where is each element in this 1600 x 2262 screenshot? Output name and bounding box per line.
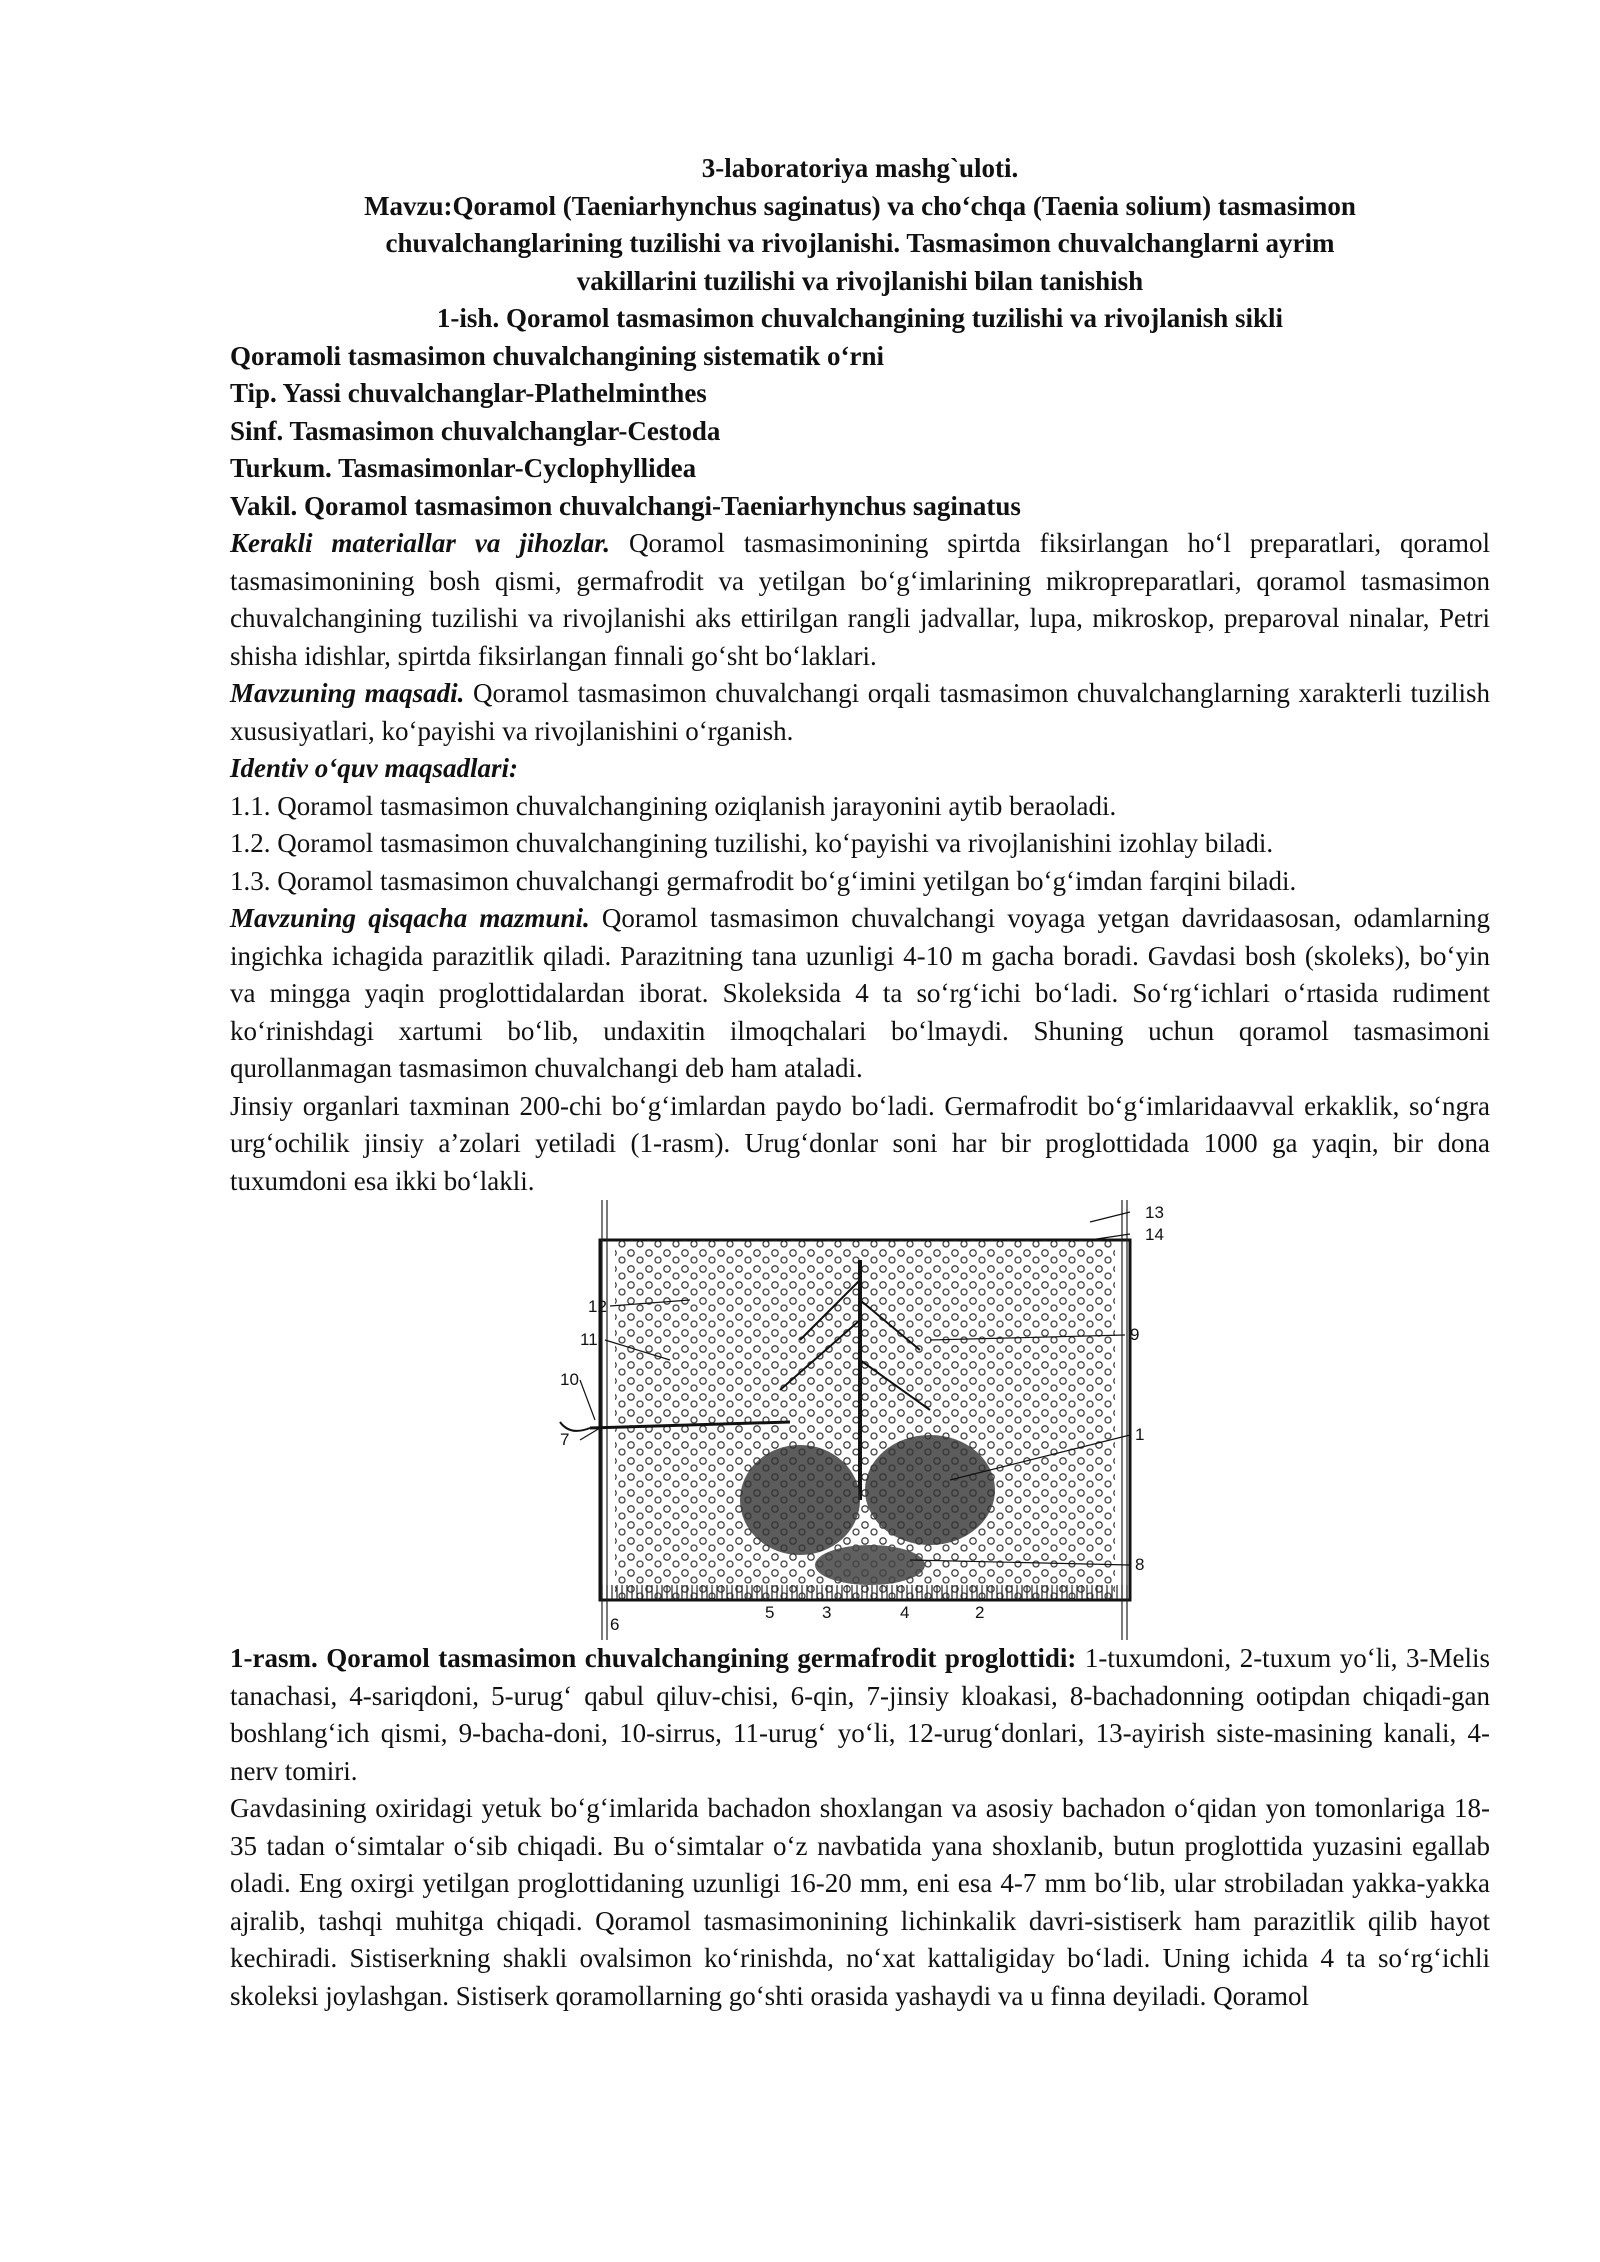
figure-label: 11 xyxy=(580,1330,598,1349)
figure-label: 14 xyxy=(1145,1225,1164,1244)
caption-text: 1-tuxumdoni, 2-tuxum yo‘li, 3-Melis tanachasi, 4-sariqdoni, 5-urug‘ qabul qiluv-chisi, 6-qin, 7-jinsiy kloakasi, 8-bachadonning ootipdan chiqadi-gan boshlang‘ich qismi, 9-bacha-doni, 10-sirrus, 11-urug‘ yo‘li, 12-urug‘donlari, 13-ayirish siste-masining kanali, 4-nerv tomiri. xyxy=(230,1643,1490,1786)
summary-label: Mavzuning qisqacha mazmuni. xyxy=(230,903,590,933)
figure-label: 7 xyxy=(560,1430,570,1449)
goal-paragraph xyxy=(230,675,1490,750)
figure-label: 6 xyxy=(610,1615,620,1634)
caption-label: 1-rasm. Qoramol tasmasimon chuvalchangining germafrodit proglottidi: xyxy=(230,1643,1077,1673)
objective-item: 1.3. Qoramol tasmasimon chuvalchangi germafrodit bo‘g‘imini yetilgan bo‘g‘imdan farqini biladi. xyxy=(230,865,1297,896)
ovary-left xyxy=(740,1445,860,1555)
figure-label: 12 xyxy=(588,1297,607,1316)
document-page xyxy=(230,150,1490,2015)
goal-text: Qoramol tasmasimon chuvalchangi orqali tasmasimon chuvalchanglarning xarakterli tuzilish xususiyatlari, ko‘payishi va rivojlanishini o‘rganish. xyxy=(230,678,1490,746)
topic-line-3: vakillarini tuzilishi va rivojlanishi bilan tanishish xyxy=(576,265,1144,296)
proglottid-figure xyxy=(230,1200,1490,1640)
vitelline-gland xyxy=(815,1545,925,1585)
systematics-heading: Qoramoli tasmasimon chuvalchangining sistematik o‘rni xyxy=(230,340,885,371)
objectives-label: Identiv o‘quv maqsadlari: xyxy=(230,753,518,783)
objective-item: 1.1. Qoramol tasmasimon chuvalchangining oziqlanish jarayonini aytib beraoladi. xyxy=(230,790,1117,821)
materials-paragraph xyxy=(230,525,1490,675)
topic-line-2: chuvalchanglarining tuzilishi va rivojlanishi. Tasmasimon chuvalchanglarni ayrim xyxy=(385,228,1335,258)
right-margin-hatch xyxy=(1118,1200,1128,1640)
goal-label: Mavzuning maqsadi. xyxy=(230,678,465,708)
summary-paragraph-2: Jinsiy organlari taxminan 200-chi bo‘g‘imlardan paydo bo‘ladi. Germafrodit bo‘g‘imlaridaavval erkaklik, so‘ngra urg‘ochilik jinsiy a’zolari yetiladi (1-rasm). Urug‘donlar soni har bir proglottidada 1000 ga yaqin, bir dona tuxumdoni esa ikki bo‘lakli. xyxy=(230,1090,1490,1196)
left-margin-hatch xyxy=(600,1200,610,1640)
topic-line-1: Mavzu:Qoramol (Taeniarhynchus saginatus) va cho‘chqa (Taenia solium) tasmasimon xyxy=(364,190,1356,221)
systematics-turkum: Turkum. Tasmasimonlar-Cyclophyllidea xyxy=(230,453,697,483)
bottom-hatch xyxy=(600,1585,1130,1599)
systematics-vakil: Vakil. Qoramol tasmasimon chuvalchangi-Taeniarhynchus saginatus xyxy=(230,490,1021,521)
objective-item: 1.2. Qoramol tasmasimon chuvalchangining tuzilishi, ko‘payishi va rivojlanishini izohlay biladi. xyxy=(230,828,1274,858)
materials-text: Qoramol tasmasimonining spirtda fiksirlangan ho‘l preparatlari, qoramol tasmasimonining bosh qismi, germafrodit va yetilgan bo‘g‘imlarining mikropreparatlari, qoramol tasmasimon chuvalchangining tuzilishi va rivojlanishi aks ettirilgan rangli jadvallar, lupa, mikroskop, preparoval ninalar, Petri shisha idishlar, spirtda fiksirlangan finnali go‘sht bo‘laklari. xyxy=(230,528,1490,671)
figure-label: 8 xyxy=(1135,1555,1145,1574)
materials-label: Kerakli materiallar va jihozlar. xyxy=(230,528,611,558)
lab-title: 3-laboratoriya mashg`uloti. xyxy=(701,153,1019,183)
figure-caption xyxy=(230,1640,1490,1790)
figure-label: 2 xyxy=(975,1603,985,1622)
proglottid-diagram xyxy=(230,1200,1490,1640)
closing-paragraph: Gavdasining oxiridagi yetuk bo‘g‘imlarida bachadon shoxlangan va asosiy bachadon o‘qidan yon tomonlariga 18-35 tadan o‘simtalar o‘sib chiqadi. Bu o‘simtalar o‘z navbatida yana shoxlanib, butun proglottida yuzasini egallab oladi. Eng oxirgi yetilgan proglottidaning uzunligi 16-20 mm, eni esa 4-7 mm bo‘lib, ular strobiladan yakka-yakka ajralib, tashqi muhitga chiqadi. Qoramol tasmasimonining lichinkalik davri-sistiserk ham parazitlik qilib hayot kechiradi. Sistiserkning shakli ovalsimon ko‘rinishda, no‘xat kattaligiday bo‘ladi. Uning ichida 4 ta so‘rg‘ichli skoleksi joylashgan. Sistiserk qoramollarning go‘shti orasida yashaydi va u finna deyiladi. Qoramol xyxy=(230,1793,1490,2011)
ovary-right xyxy=(865,1435,995,1545)
systematics-sinf: Sinf. Tasmasimon chuvalchanglar-Cestoda xyxy=(230,415,721,446)
summary-paragraph xyxy=(230,900,1490,1088)
figure-label: 4 xyxy=(900,1603,910,1622)
systematics-tip: Tip. Yassi chuvalchanglar-Plathelminthes xyxy=(230,378,707,408)
figure-label: 10 xyxy=(560,1370,579,1389)
task-heading: 1-ish. Qoramol tasmasimon chuvalchangining tuzilishi va rivojlanish sikli xyxy=(436,303,1284,333)
figure-label: 5 xyxy=(765,1603,775,1622)
figure-label: 1 xyxy=(1135,1425,1145,1444)
summary-text: Qoramol tasmasimon chuvalchangi voyaga yetgan davridaasosan, odamlarning ingichka ichagida parazitlik qiladi. Parazitning tana uzunligi 4-10 m gacha boradi. Gavdasi bosh (skoleks), bo‘yin va mingga yaqin proglottidalardan iborat. Skoleksida 4 ta so‘rg‘ichi bo‘ladi. So‘rg‘ichlari o‘rtasida rudiment ko‘rinishdagi xartumi bo‘lib, undaxitin ilmoqchalari bo‘lmaydi. Shuning uchun qoramol tasmasimoni qurollanmagan tasmasimon chuvalchangi deb ham ataladi. xyxy=(230,903,1490,1083)
figure-label: 3 xyxy=(822,1603,832,1622)
figure-label: 9 xyxy=(1130,1325,1140,1344)
figure-label: 13 xyxy=(1145,1203,1164,1222)
